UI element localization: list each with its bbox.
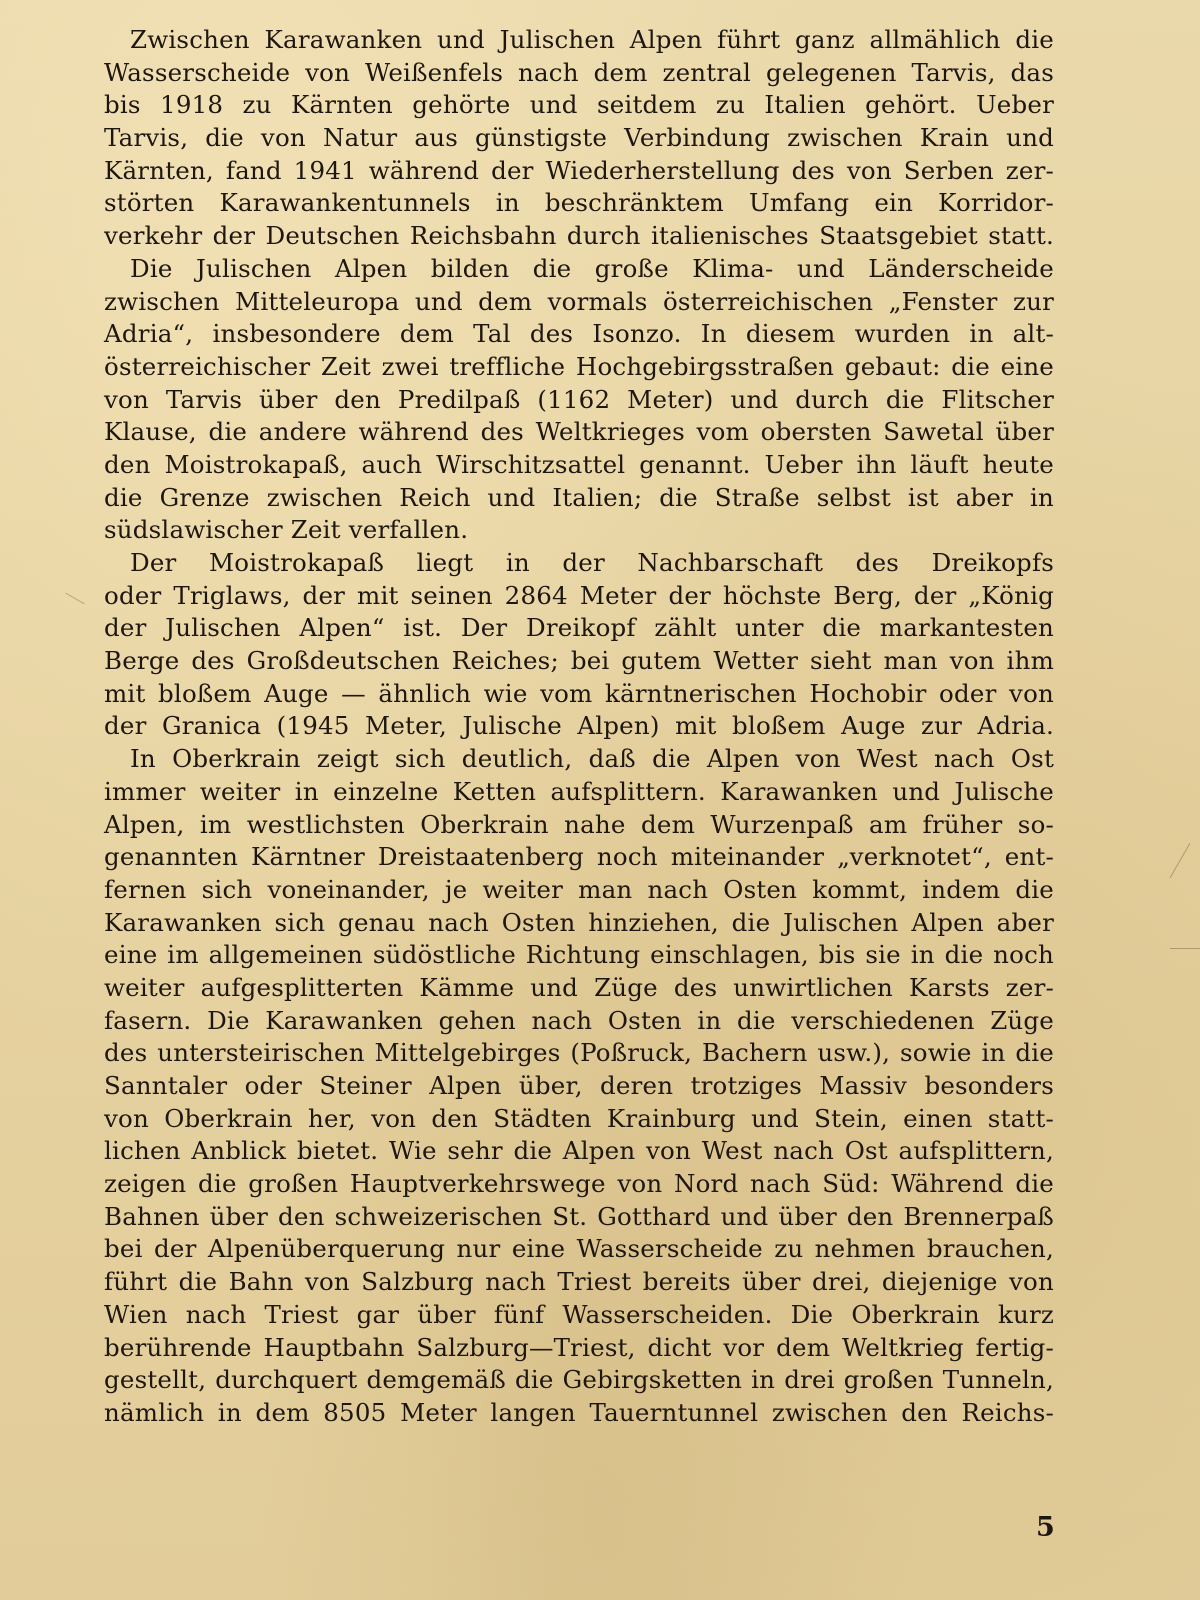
text-line: Der Moistrokapaß liegt in der Nachbarschaft des Dreikopfs <box>130 548 1054 577</box>
text-line: Zwischen Karawanken und Julischen Alpen führt ganz allmählich die <box>130 25 1054 54</box>
text-line: bei der Alpenüberquerung nur eine Wasserscheide zu nehmen brauchen, <box>104 1234 1054 1264</box>
text-line: gestellt, durchquert demgemäß die Gebirgsketten in drei großen Tunneln, <box>104 1365 1054 1395</box>
text-line: der Julischen Alpen“ ist. Der Dreikopf zählt unter die markantesten <box>104 613 1054 643</box>
text-line: zwischen Mitteleuropa und dem vormals österreichischen „Fenster zur <box>104 286 1054 316</box>
paper-scratch <box>1170 948 1200 949</box>
paper-scratch <box>1170 843 1191 878</box>
paper-scratch <box>65 593 85 605</box>
text-line: oder Triglaws, der mit seinen 2864 Meter der höchste Berg, der „König <box>104 580 1054 610</box>
text-line: Adria“, insbesondere dem Tal des Isonzo. In diesem wurden in alt- <box>104 319 1054 349</box>
text-line: Karawanken sich genau nach Osten hinziehen, die Julischen Alpen aber <box>104 907 1054 937</box>
page-number: 5 <box>1036 1512 1055 1543</box>
text-line: Tarvis, die von Natur aus günstigste Verbindung zwischen Krain und <box>104 123 1054 153</box>
text-line: immer weiter in einzelne Ketten aufsplittern. Karawanken und Julische <box>104 776 1054 806</box>
text-line: Berge des Großdeutschen Reiches; bei gutem Wetter sieht man von ihm <box>104 646 1054 676</box>
text-line: Bahnen über den schweizerischen St. Gotthard und über den Brennerpaß <box>104 1201 1054 1231</box>
book-page-text <box>104 24 1054 1430</box>
text-line: Die Julischen Alpen bilden die große Klima- und Länderscheide <box>130 253 1054 283</box>
text-line: bis 1918 zu Kärnten gehörte und seitdem zu Italien gehört. Ueber <box>104 90 1054 120</box>
text-line: österreichischer Zeit zwei treffliche Hochgebirgsstraßen gebaut: die eine <box>104 351 1054 381</box>
text-line: fasern. Die Karawanken gehen nach Osten in die verschiedenen Züge <box>104 1005 1054 1035</box>
text-line: Alpen, im westlichsten Oberkrain nahe dem Wurzenpaß am früher so- <box>104 809 1054 839</box>
text-line: berührende Hauptbahn Salzburg—Triest, dicht vor dem Weltkrieg fertig- <box>104 1332 1054 1362</box>
paragraph-2 <box>104 253 1054 547</box>
text-line: die Grenze zwischen Reich und Italien; die Straße selbst ist aber in <box>104 482 1054 512</box>
text-line: den Moistrokapaß, auch Wirschitzsattel genannt. Ueber ihn läuft heute <box>104 449 1054 479</box>
text-line: nämlich in dem 8505 Meter langen Tauerntunnel zwischen den Reichs- <box>104 1397 1054 1427</box>
paragraph-1 <box>104 24 1054 253</box>
text-line: Wasserscheide von Weißenfels nach dem zentral gelegenen Tarvis, das <box>104 57 1054 87</box>
text-line: des untersteirischen Mittelgebirges (Poßruck, Bachern usw.), sowie in die <box>104 1038 1054 1068</box>
text-line: Klause, die andere während des Weltkrieges vom obersten Sawetal über <box>104 417 1054 447</box>
text-line: von Tarvis über den Predilpaß (1162 Meter) und durch die Flitscher <box>104 384 1054 414</box>
text-line: der Granica (1945 Meter, Julische Alpen) mit bloßem Auge zur Adria. <box>104 711 1054 741</box>
text-line: eine im allgemeinen südöstliche Richtung einschlagen, bis sie in die noch <box>104 940 1054 970</box>
text-line: mit bloßem Auge — ähnlich wie vom kärntnerischen Hochobir oder von <box>104 678 1054 708</box>
paragraph-3 <box>104 547 1054 743</box>
text-line: führt die Bahn von Salzburg nach Triest bereits über drei, diejenige von <box>104 1267 1054 1297</box>
text-line: Kärnten, fand 1941 während der Wiederherstellung des von Serben zer- <box>104 155 1054 185</box>
text-line: Wien nach Triest gar über fünf Wasserscheiden. Die Oberkrain kurz <box>104 1299 1054 1329</box>
text-line: weiter aufgesplitterten Kämme und Züge des unwirtlichen Karsts zer- <box>104 972 1054 1002</box>
text-line: von Oberkrain her, von den Städten Krainburg und Stein, einen statt- <box>104 1103 1054 1133</box>
text-line: Sanntaler oder Steiner Alpen über, deren trotziges Massiv besonders <box>104 1071 1054 1100</box>
text-line: störten Karawankentunnels in beschränktem Umfang ein Korridor- <box>104 188 1054 218</box>
text-line: zeigen die großen Hauptverkehrswege von Nord nach Süd: Während die <box>104 1169 1054 1199</box>
text-line: südslawischer Zeit verfallen. <box>104 515 469 545</box>
text-line: fernen sich voneinander, je weiter man nach Osten kommt, indem die <box>104 874 1054 904</box>
text-line: In Oberkrain zeigt sich deutlich, daß die Alpen von West nach Ost <box>130 744 1054 774</box>
paragraph-4 <box>104 743 1054 1429</box>
text-line: verkehr der Deutschen Reichsbahn durch italienisches Staatsgebiet statt. <box>104 221 1054 251</box>
text-line: lichen Anblick bietet. Wie sehr die Alpen von West nach Ost aufsplittern, <box>104 1136 1054 1166</box>
text-line: genannten Kärntner Dreistaatenberg noch miteinander „verknotet“, ent- <box>104 842 1054 872</box>
